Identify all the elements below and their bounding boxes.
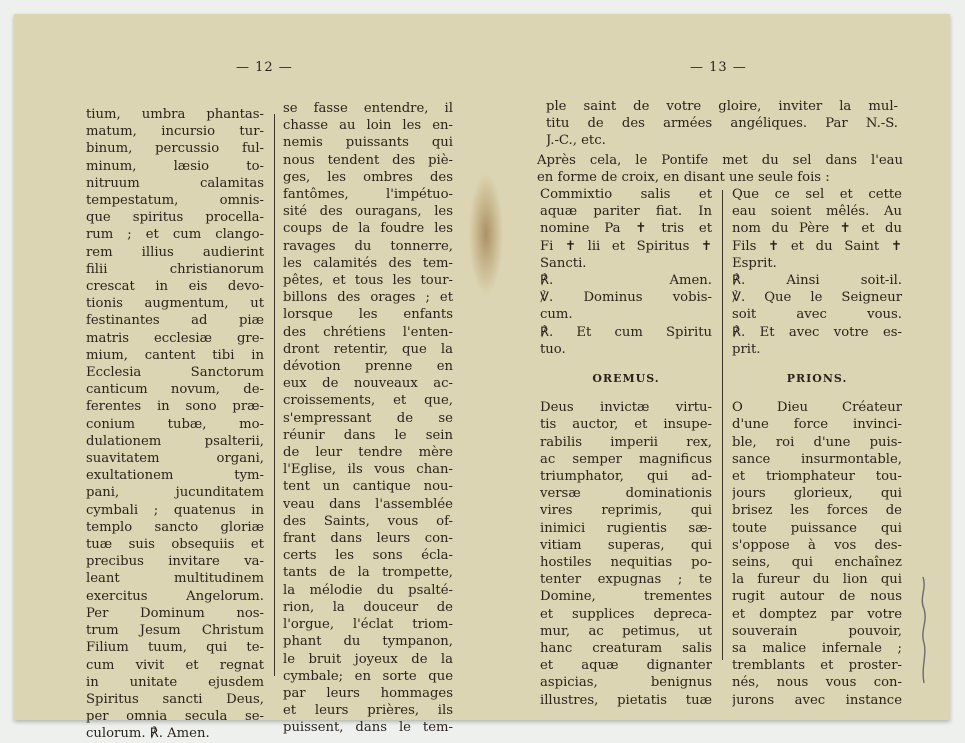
text-line: ℟. Et avec votre es- <box>732 324 902 340</box>
spine-stain <box>469 174 503 294</box>
french-column-right <box>732 186 902 709</box>
text-line: J.-C., etc. <box>546 133 606 149</box>
text-line: rem illius audierint <box>86 244 264 260</box>
text-line: matris ecclesiæ gre- <box>86 330 264 346</box>
text-line: titu de des armées angéliques. Par N.-S. <box>546 116 898 132</box>
text-line: et triomphateur tou- <box>732 469 902 485</box>
text-line: d'une force invinci- <box>732 417 902 433</box>
text-line: phant du tympanon, <box>283 634 453 650</box>
text-line: réunir dans le sein <box>283 427 453 443</box>
text-line: hanc creaturam salis <box>540 641 712 657</box>
text-line: veau dans l'assemblée <box>283 496 453 512</box>
text-line: sité des ouragans, les <box>283 204 453 220</box>
text-line: s'oppose à vos des- <box>732 537 902 553</box>
text-line: chasse au loin les en- <box>283 118 453 134</box>
text-line: conium tubæ, mo- <box>86 416 264 432</box>
text-line: fantômes, l'impétuo- <box>283 187 453 203</box>
text-line: jurons avec instance <box>732 692 902 708</box>
text-line: en forme de croix, en disant une seule fois : <box>537 170 830 186</box>
text-line: minum, læsio to- <box>86 158 264 174</box>
text-line: puissent, dans le tem- <box>283 720 453 736</box>
text-line: pani, jucunditatem <box>86 485 264 501</box>
text-line: cymbale; en sorte que <box>283 668 453 684</box>
text-line: des chrétiens l'enten- <box>283 324 453 340</box>
text-line: versæ dominationis <box>540 486 712 502</box>
text-line: et supplices depreca- <box>540 606 712 622</box>
text-line: cymbali ; quatenus in <box>86 502 264 518</box>
text-line: illustres, pietatis tuæ <box>540 692 712 708</box>
text-line: mur, ac petimus, ut <box>540 623 712 639</box>
text-line: nemis puissants qui <box>283 135 453 151</box>
text-line: inimici rugientis sæ- <box>540 520 712 536</box>
text-line: souverain pouvoir, <box>732 623 902 639</box>
text-line: rabilis imperii rex, <box>540 434 712 450</box>
text-line: l'orgue, l'éclat triom- <box>283 617 453 633</box>
text-line: mium, cantent tibi in <box>86 347 264 363</box>
text-line: ble, roi d'une puis- <box>732 434 902 450</box>
text-line: Deus invictæ virtu- <box>540 400 712 416</box>
text-line: tuo. <box>540 341 566 357</box>
pencil-mark <box>915 575 931 685</box>
text-line: Ecclesia Sanctorum <box>86 365 264 381</box>
text-line: leant multitudinem <box>86 571 264 587</box>
text-line: in unitate ejusdem <box>86 674 264 690</box>
text-line: et leurs prières, ils <box>283 703 453 719</box>
text-line: filii christianorum <box>86 261 264 277</box>
text-line: per omnia secula se- <box>86 709 264 725</box>
text-line: tis auctor, et insupe- <box>540 417 712 433</box>
text-line: festinantes ad piæ <box>86 313 264 329</box>
text-line: billons des orages ; et <box>283 290 453 306</box>
text-line: exultationem tym- <box>86 468 264 484</box>
text-line: la mélodie du psalté- <box>283 582 453 598</box>
text-line: dulationem psalterii, <box>86 433 264 449</box>
text-line: cum. <box>540 307 573 323</box>
text-line: Commixtio salis et <box>540 187 712 202</box>
text-line: canticum novum, de- <box>86 382 264 398</box>
text-line: trum Jesum Christum <box>86 623 264 639</box>
text-line: precibus invitare va- <box>86 554 264 570</box>
text-line: tremblants et proster- <box>732 658 902 674</box>
text-line: binum, percussio ful- <box>86 141 264 157</box>
text-line: de leur tendre mère <box>283 445 453 461</box>
text-line: ferentes in sono præ- <box>86 399 264 415</box>
column-divider-right <box>722 190 723 660</box>
latin-column-left <box>86 106 264 743</box>
text-line: vires reprimis, qui <box>540 503 712 519</box>
latin-column-right <box>540 186 712 709</box>
text-line: Spiritus sancti Deus, <box>86 691 264 707</box>
text-line: Sancti. <box>540 255 587 271</box>
text-line: nés, nous vous con- <box>732 675 902 691</box>
text-line: tempestatum, omnis- <box>86 193 264 209</box>
text-line: dront retentir, que la <box>283 341 453 357</box>
text-line: exercitus Angelorum. <box>86 588 264 604</box>
text-line: tium, umbra phantas- <box>86 107 264 122</box>
text-line: ac semper magnificus <box>540 451 712 467</box>
text-line: Que ce sel et cette <box>732 187 902 202</box>
text-line: crescat in eis devo- <box>86 279 264 295</box>
text-line: et aquæ dignanter <box>540 658 712 674</box>
text-line: Fi ✝ lii et Spiritus ✝ <box>540 238 712 254</box>
text-line: ℣. Dominus vobis- <box>540 290 712 306</box>
text-line: suavitatem organi, <box>86 451 264 467</box>
text-line: ple saint de votre gloire, inviter la mul- <box>546 99 898 114</box>
text-line: ℟. Amen. <box>540 273 712 289</box>
text-line: brisez les forces de <box>732 503 902 519</box>
text-line: hostiles nequitias po- <box>540 555 712 571</box>
text-line: tent un cantique nou- <box>283 479 453 495</box>
page-number-left: — 12 — <box>236 60 293 75</box>
text-line: O Dieu Créateur <box>732 400 902 416</box>
text-line: soit avec vous. <box>732 307 902 323</box>
text-line: nom du Père ✝ et du <box>732 221 902 237</box>
text-line: rugit autour de nous <box>732 589 902 605</box>
text-line: dévotion prenne en <box>283 359 453 375</box>
section-header: OREMUS. <box>592 372 660 386</box>
text-line: lorsque les enfants <box>283 307 453 323</box>
text-line: par leurs hommages <box>283 685 453 701</box>
text-line: ges, les ombres des <box>283 169 453 185</box>
text-line: que spiritus procella- <box>86 210 264 226</box>
section-header: PRIONS. <box>786 372 848 386</box>
text-line: Esprit. <box>732 255 777 271</box>
text-line: la fureur du lion qui <box>732 572 902 588</box>
text-line: prit. <box>732 341 761 357</box>
text-line: ℣. Que le Seigneur <box>732 290 902 306</box>
text-line: toute puissance qui <box>732 520 902 536</box>
text-line: ℟. Ainsi soit-il. <box>732 273 902 289</box>
french-column-left <box>283 100 453 737</box>
text-line: matum, incursio tur- <box>86 124 264 140</box>
text-line: nitruum calamitas <box>86 175 264 191</box>
text-line: croissements, et que, <box>283 393 453 409</box>
text-line: eau soient mêlés. Au <box>732 204 902 220</box>
text-line: nous tendent des piè- <box>283 152 453 168</box>
text-line: tants de la trompette, <box>283 565 453 581</box>
text-line: tenter expugnas ; te <box>540 572 712 588</box>
text-line: Fils ✝ et du Saint ✝ <box>732 238 902 254</box>
text-line: rion, la douceur de <box>283 599 453 615</box>
text-line: l'Eglise, ils vous chan- <box>283 462 453 478</box>
text-line: coups de la foudre les <box>283 221 453 237</box>
text-line: aquæ pariter fiat. In <box>540 204 712 220</box>
text-line: nomine Pa ✝ tris et <box>540 221 712 237</box>
text-line: rum ; et cum clango- <box>86 227 264 243</box>
rubric-text <box>537 152 903 186</box>
text-line: sa malice infernale ; <box>732 641 902 657</box>
text-line: Filium tuum, qui te- <box>86 640 264 656</box>
text-line: sance insurmontable, <box>732 451 902 467</box>
text-line: Après cela, le Pontife met du sel dans l'eau <box>537 153 903 168</box>
continued-text <box>546 98 898 150</box>
text-line: les calamités des tem- <box>283 255 453 271</box>
text-line: templo sancto gloriæ <box>86 519 264 535</box>
text-line: vitiam superas, qui <box>540 537 712 553</box>
column-divider-left <box>274 114 275 676</box>
text-line: Per Dominum nos- <box>86 605 264 621</box>
text-line: eux de nouveaux ac- <box>283 376 453 392</box>
text-line: frant dans leurs con- <box>283 531 453 547</box>
text-line: des Saints, vous of- <box>283 513 453 529</box>
text-line: aspicias, benignus <box>540 675 712 691</box>
text-line: culorum. ℟. Amen. <box>86 726 210 742</box>
text-line: et domptez par votre <box>732 606 902 622</box>
text-line: seins, qui enchaînez <box>732 555 902 571</box>
text-line: triumphator, qui ad- <box>540 469 712 485</box>
page-number-right: — 13 — <box>690 60 747 75</box>
text-line: cum vivit et regnat <box>86 657 264 673</box>
text-line: tuæ suis obsequiis et <box>86 537 264 553</box>
text-line: tionis augmentum, ut <box>86 296 264 312</box>
text-line: ℟. Et cum Spiritu <box>540 324 712 340</box>
text-line: se fasse entendre, il <box>283 101 453 116</box>
text-line: certs les sons écla- <box>283 548 453 564</box>
text-line: s'empressant de se <box>283 410 453 426</box>
text-line: pêtes, et tous les tour- <box>283 273 453 289</box>
text-line: jours glorieux, qui <box>732 486 902 502</box>
text-line: Domine, trementes <box>540 589 712 605</box>
text-line: le bruit joyeux de la <box>283 651 453 667</box>
text-line: ravages du tonnerre, <box>283 238 453 254</box>
